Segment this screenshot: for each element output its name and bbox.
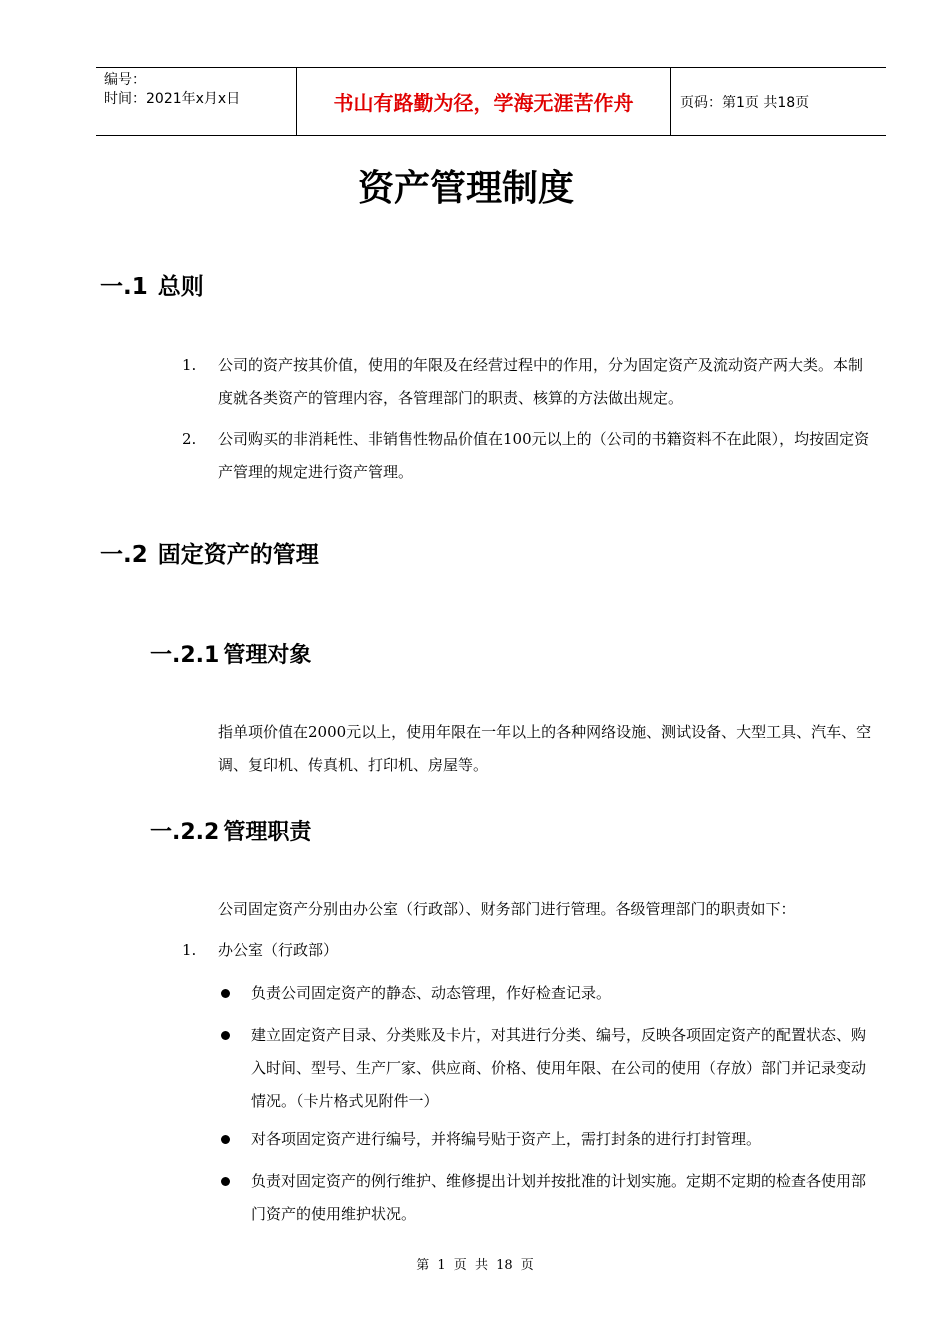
list-item [182, 934, 874, 967]
header-meta [96, 68, 297, 135]
list-item-text: 办公室（行政部） [218, 941, 339, 959]
subsection-number: 一.2.1 [150, 643, 220, 668]
list-item-text: 公司的资产按其价值，使用的年限及在经营过程中的作用，分为固定资产及流动资产两大类。本制度就各类资产的管理内容，各管理部门的职责、核算的方法做出规定。 [218, 356, 864, 407]
subsection-number: 一.2.2 [150, 820, 220, 845]
section-heading-fixed-assets [100, 536, 319, 569]
section-heading-general [100, 268, 204, 301]
section-number: 一.1 [100, 274, 148, 300]
bullet-text: 负责对固定资产的例行维护、维修提出计划并按批准的计划实施。定期不定期的检查各使用部门资产的使用维护状况。 [251, 1172, 867, 1223]
footer-word: 共 [474, 1258, 488, 1273]
bullet-text: 负责公司固定资产的静态、动态管理，作好检查记录。 [251, 984, 612, 1002]
subsection-heading-management-object [150, 638, 311, 669]
bullet-dot-icon [218, 977, 251, 1010]
bullet-item [218, 1123, 874, 1156]
list-item [182, 349, 874, 415]
subsection-title: 管理职责 [223, 820, 312, 845]
header-time-label: 时间：2021年x月x日 [104, 91, 241, 107]
section-title: 总则 [157, 274, 204, 300]
list-item [182, 423, 874, 489]
subsection-heading-management-duty [150, 815, 311, 846]
list-item-number: 1. [182, 941, 197, 959]
footer-word: 第 [416, 1258, 430, 1273]
list-item-number: 2. [182, 430, 197, 448]
header-number-label: 编号： [104, 72, 146, 88]
footer-total-pages: 18 [496, 1258, 513, 1273]
subsection-title: 管理对象 [223, 643, 312, 668]
list-item-number: 1. [182, 356, 197, 374]
header-page-info: 页码：第1页 共18页 [680, 94, 810, 111]
bullet-dot-icon [218, 1123, 251, 1156]
section-title: 固定资产的管理 [157, 542, 319, 568]
bullet-item [218, 977, 874, 1010]
document-header [96, 67, 886, 136]
list-item-text: 公司购买的非消耗性、非销售性物品价值在100元以上的（公司的书籍资料不在此限），均按固定资产管理的规定进行资产管理。 [218, 430, 870, 481]
management-duty-intro: 公司固定资产分别由办公室（行政部）、财务部门进行管理。各级管理部门的职责如下： [218, 900, 796, 918]
bullet-item [218, 1019, 874, 1118]
bullet-text: 对各项固定资产进行编号，并将编号贴于资产上，需打封条的进行打封管理。 [251, 1130, 762, 1148]
document-title: 资产管理制度 [357, 168, 574, 209]
section-number: 一.2 [100, 542, 148, 568]
footer-page-number: 1 [437, 1258, 446, 1273]
page-footer [0, 1254, 950, 1273]
management-object-paragraph: 指单项价值在2000元以上，使用年限在一年以上的各种网络设施、测试设备、大型工具、汽车、空调、复印机、传真机、打印机、房屋等。 [218, 723, 872, 774]
bullet-text: 建立固定资产目录、分类账及卡片，对其进行分类、编号，反映各项固定资产的配置状态、购入时间、型号、生产厂家、供应商、价格、使用年限、在公司的使用（存放）部门并记录变动情况。（卡片格式见附件一） [251, 1026, 867, 1110]
bullet-dot-icon [218, 1165, 251, 1231]
bullet-item [218, 1165, 874, 1231]
bullet-dot-icon [218, 1019, 251, 1118]
header-motto: 书山有路勤为径，学海无涯苦作舟 [297, 68, 671, 135]
footer-word: 页 [520, 1258, 534, 1273]
footer-word: 页 [453, 1258, 467, 1273]
